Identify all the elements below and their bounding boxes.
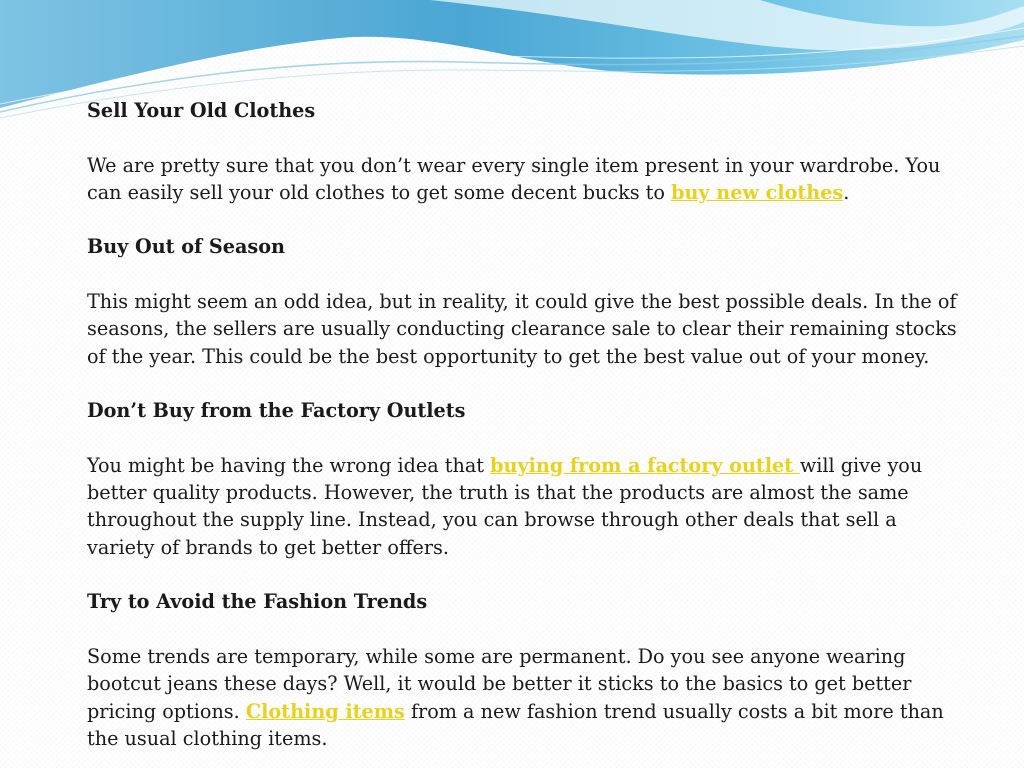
body-text: You might be having the wrong idea that: [87, 453, 491, 477]
body-text: We are pretty sure that you don’t wear every single item present in your wardrobe. You can easily sell your old clothes to get some decent bucks to: [87, 153, 941, 204]
section-heading-factory-outlets: Don’t Buy from the Factory Outlets: [87, 399, 466, 423]
body-text: Some trends are temporary, while some are permanent. Do you see anyone wearing bootcut jeans these days? Well, it would be better it sticks to the basics to get better pricing options.: [87, 644, 912, 723]
section-heading-avoid-fashion-trends: Try to Avoid the Fashion Trends: [87, 590, 428, 614]
section-body-factory-outlets: [87, 452, 967, 561]
section-heading-sell-old-clothes: Sell Your Old Clothes: [87, 99, 316, 122]
body-text: .: [843, 180, 850, 204]
link-buying-from-factory-outlet[interactable]: buying from a factory outlet: [490, 453, 800, 477]
section-body-sell-old-clothes: [87, 152, 967, 207]
link-buy-new-clothes[interactable]: buy new clothes: [671, 180, 844, 204]
section-heading-buy-out-of-season: Buy Out of Season: [87, 235, 285, 259]
section-body-avoid-fashion-trends: [87, 643, 967, 752]
link-clothing-items[interactable]: Clothing items: [245, 699, 405, 723]
section-body-buy-out-of-season: This might seem an odd idea, but in reality, it could give the best possible deals. In the of seasons, the sellers are usually conducting clearance sale to clear their remaining stocks of the year. This could be the best opportunity to get the best value out of your money.: [87, 290, 957, 368]
body-text: will give you better quality products. However, the truth is that the products are almost the same throughout the supply line. Instead, you can browse through other deals that sell a variety of brands to get better offers.: [87, 453, 923, 559]
body-text: from a new fashion trend usually costs a bit more than the usual clothing items.: [87, 699, 944, 750]
slide-content: [87, 97, 967, 752]
